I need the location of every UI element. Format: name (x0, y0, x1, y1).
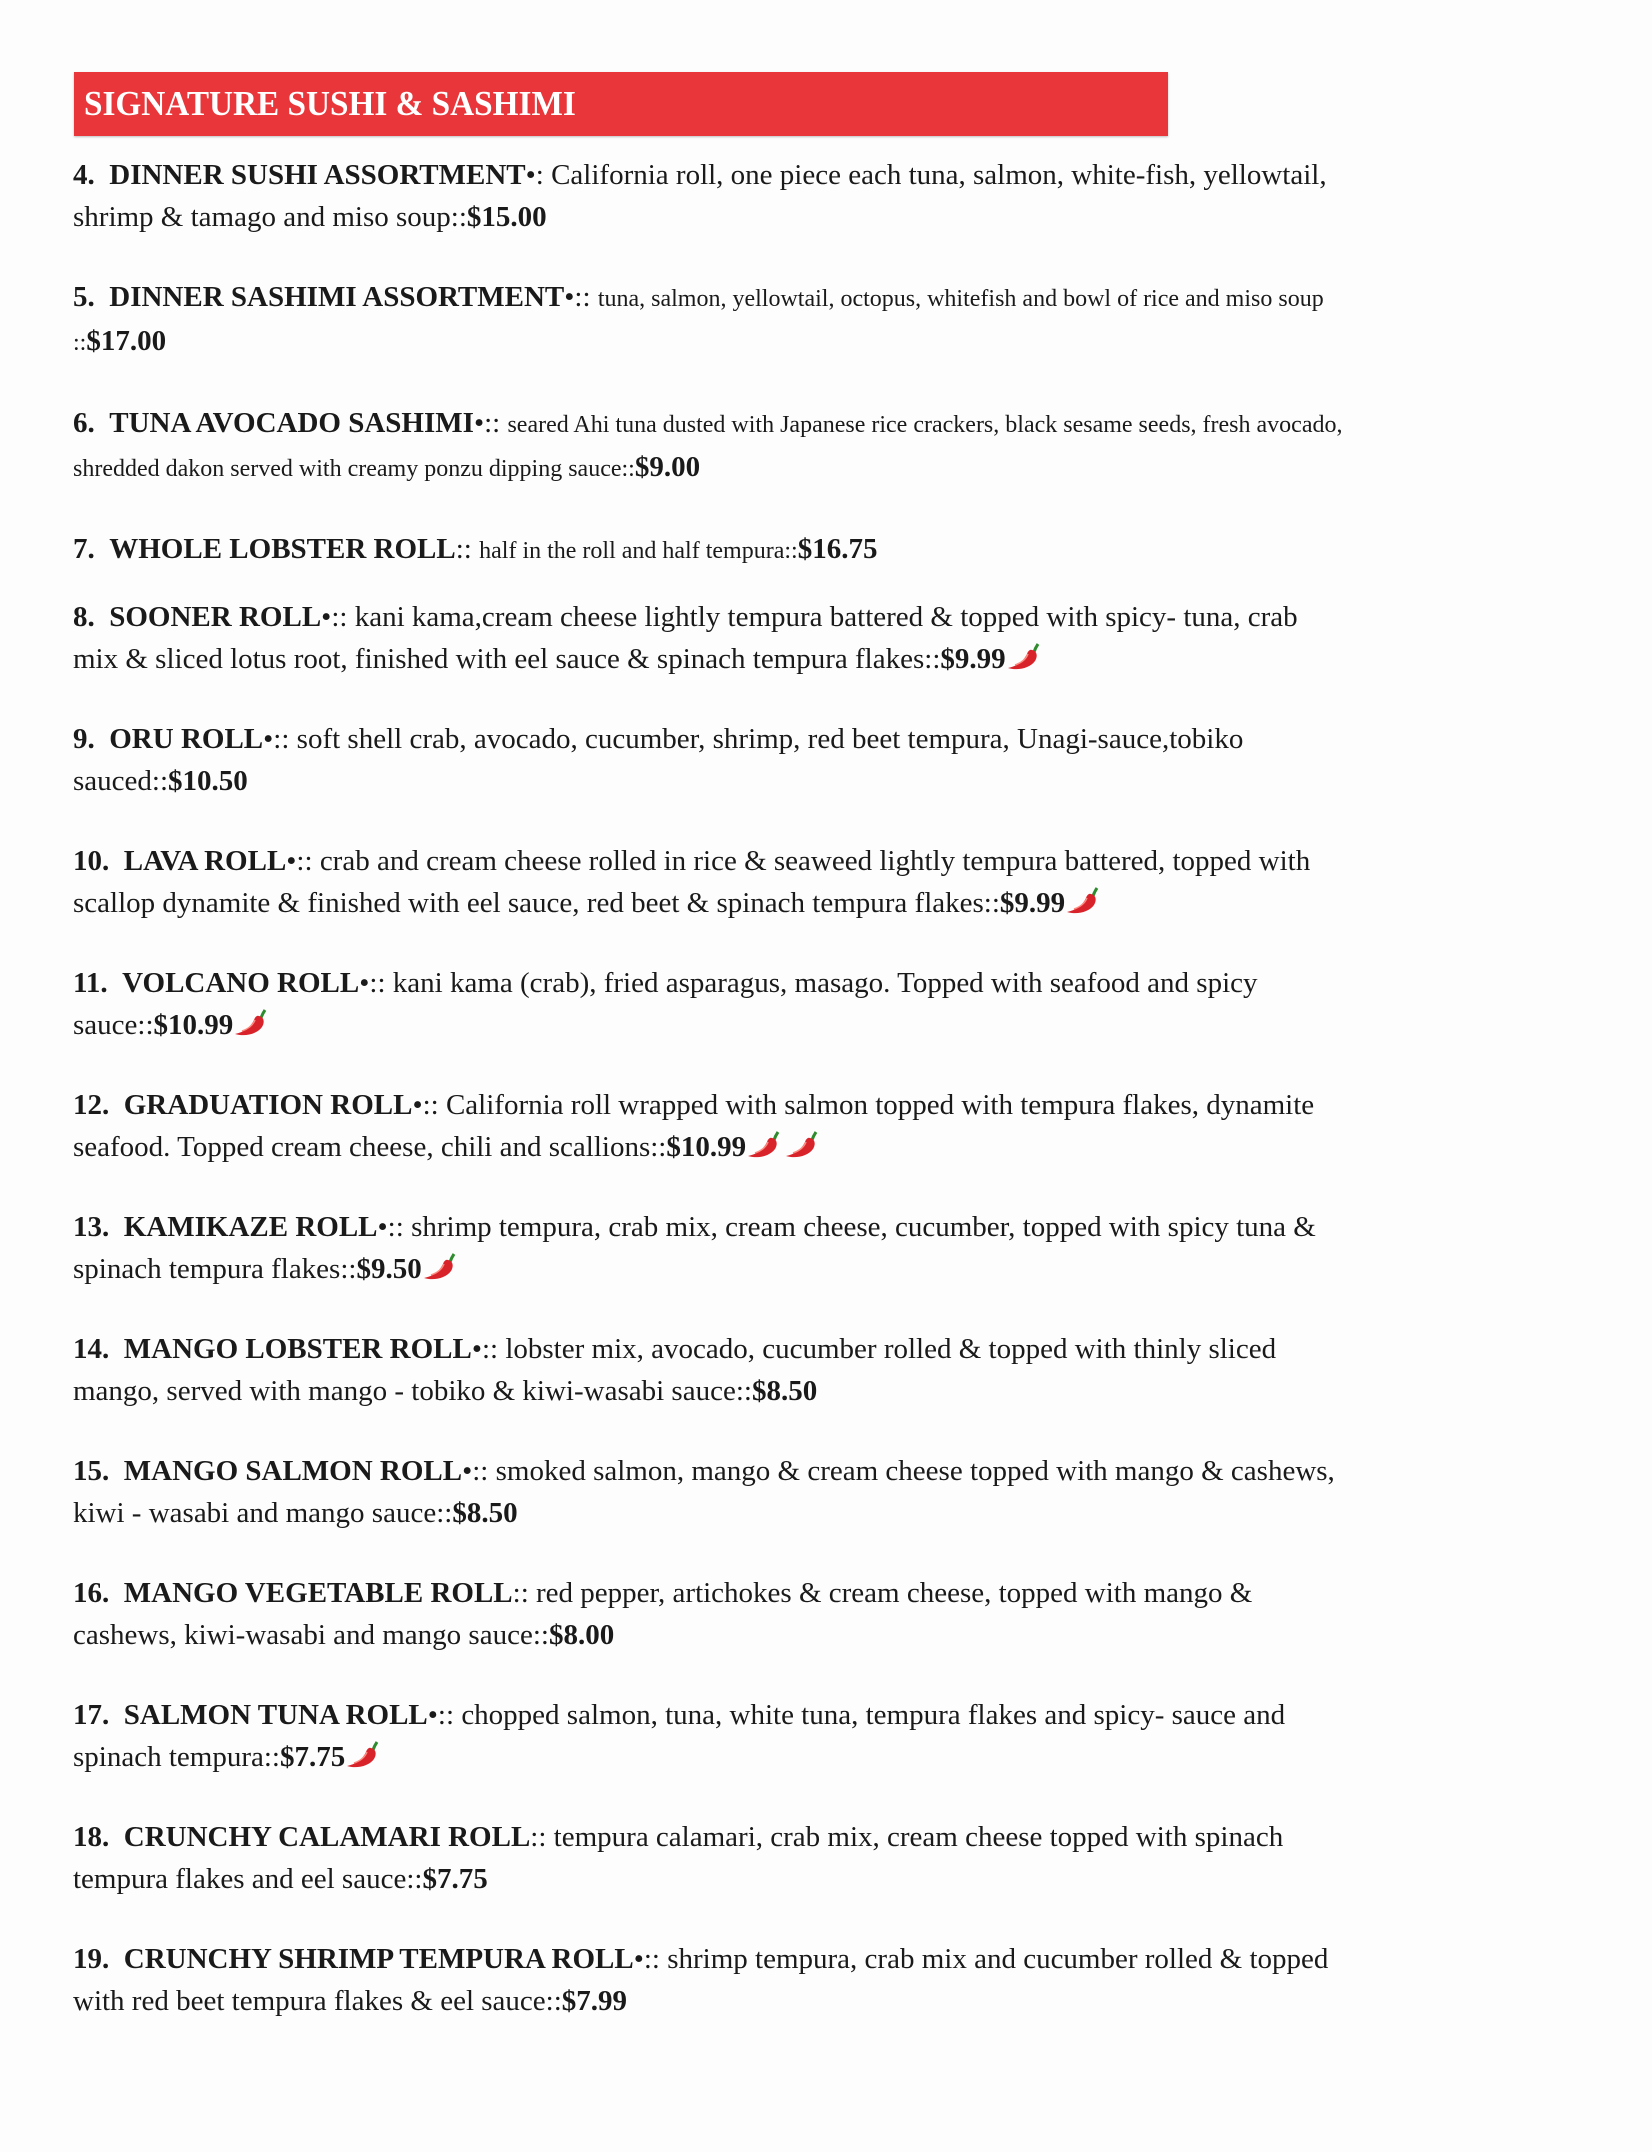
item-separator: •:: (359, 967, 386, 999)
item-separator: •:: (462, 1455, 489, 1487)
chili-pepper-icon (782, 1128, 822, 1160)
menu-item (73, 1572, 1343, 1656)
item-number: 11. (73, 967, 108, 999)
item-price: $7.75 (422, 1863, 488, 1895)
item-description: red pepper, artichokes & cream cheese, topped with mango & cashews, kiwi-wasabi and mango sauce:: (73, 1577, 1253, 1651)
item-number: 9. (73, 723, 95, 755)
item-name: KAMIKAZE ROLL (123, 1211, 378, 1243)
menu-item-list (73, 154, 1343, 2060)
menu-item (73, 402, 1343, 490)
item-description: shrimp tempura, crab mix and cucumber rolled & topped with red beet tempura flakes & eel sauce:: (73, 1943, 1329, 2017)
item-name: LAVA ROLL (123, 845, 287, 877)
menu-item (73, 528, 1343, 572)
item-separator: •:: (286, 845, 313, 877)
menu-item (73, 1816, 1343, 1900)
menu-item (73, 1694, 1343, 1778)
item-price: $8.50 (751, 1375, 818, 1407)
item-price: $10.50 (168, 765, 248, 797)
item-name: DINNER SASHIMI ASSORTMENT (109, 281, 565, 313)
item-separator: •:: (473, 407, 501, 439)
item-description: seared Ahi tuna dusted with Japanese rice crackers, black sesame seeds, fresh avocado, shredded dakon served with creamy ponzu dipping sauce:: (73, 412, 1343, 482)
item-price: $9.99 (999, 887, 1066, 919)
section-title: SIGNATURE SUSHI & SASHIMI (84, 84, 576, 123)
item-name: MANGO VEGETABLE ROLL (123, 1577, 513, 1609)
item-separator: •:: (564, 281, 591, 313)
item-name: ORU ROLL (109, 723, 264, 755)
chili-pepper-icon (1063, 884, 1103, 916)
item-price: $10.99 (666, 1131, 747, 1163)
menu-item (73, 962, 1343, 1046)
item-separator: •: (525, 159, 544, 191)
menu-item (73, 1328, 1343, 1412)
item-separator: •:: (427, 1699, 455, 1731)
menu-item (73, 596, 1343, 680)
item-separator: •:: (471, 1333, 499, 1365)
item-description: smoked salmon, mango & cream cheese topped with mango & cashews, kiwi - wasabi and mango sauce:: (73, 1455, 1335, 1529)
menu-item (73, 1206, 1343, 1290)
chili-pepper-icon (1004, 640, 1044, 672)
item-price: $9.00 (634, 451, 701, 483)
item-separator: :: (512, 1577, 529, 1609)
item-separator: :: (455, 533, 472, 565)
item-number: 15. (73, 1455, 110, 1487)
spicy-indicator (233, 1009, 271, 1041)
menu-item (73, 718, 1343, 802)
spicy-indicator (345, 1741, 383, 1773)
item-separator: :: (530, 1821, 547, 1853)
chili-pepper-icon (744, 1128, 784, 1160)
item-price: $9.50 (356, 1253, 422, 1285)
item-description: California roll, one piece each tuna, salmon, white-fish, yellowtail, shrimp & tamago and miso soup:: (73, 159, 1327, 233)
item-number: 5. (73, 281, 95, 313)
item-name: GRADUATION ROLL (123, 1089, 413, 1121)
item-name: TUNA AVOCADO SASHIMI (109, 407, 474, 439)
item-name: VOLCANO ROLL (122, 967, 360, 999)
item-separator: •:: (321, 601, 348, 633)
item-name: CRUNCHY CALAMARI ROLL (123, 1821, 531, 1853)
item-name: WHOLE LOBSTER ROLL (109, 533, 456, 565)
item-number: 8. (73, 601, 95, 633)
item-number: 10. (73, 845, 110, 877)
item-number: 18. (73, 1821, 110, 1853)
item-number: 16. (73, 1577, 110, 1609)
item-name: DINNER SUSHI ASSORTMENT (109, 159, 526, 191)
item-price: $8.00 (548, 1619, 615, 1651)
menu-item (73, 1084, 1343, 1168)
item-number: 17. (73, 1699, 110, 1731)
chili-pepper-icon (343, 1738, 383, 1770)
item-number: 6. (73, 407, 95, 439)
item-number: 13. (73, 1211, 110, 1243)
menu-item (73, 840, 1343, 924)
chili-pepper-icon (231, 1006, 271, 1038)
spicy-indicator (1065, 887, 1103, 919)
item-name: MANGO LOBSTER ROLL (123, 1333, 472, 1365)
item-description: kani kama,cream cheese lightly tempura battered & topped with spicy- tuna, crab mix & sliced lotus root, finished with eel sauce & spinach tempura flakes:: (73, 601, 1298, 675)
item-name: SOONER ROLL (109, 601, 322, 633)
item-price: $8.50 (452, 1497, 518, 1529)
item-number: 14. (73, 1333, 110, 1365)
section-header (74, 72, 1168, 136)
item-price: $15.00 (466, 201, 547, 233)
item-price: $17.00 (86, 325, 167, 357)
item-description: soft shell crab, avocado, cucumber, shrimp, red beet tempura, Unagi-sauce,tobiko sauced:: (73, 723, 1244, 797)
chili-pepper-icon (420, 1250, 460, 1282)
item-separator: •:: (412, 1089, 439, 1121)
item-name: SALMON TUNA ROLL (123, 1699, 428, 1731)
item-description: half in the roll and half tempura:: (479, 538, 798, 564)
item-name: CRUNCHY SHRIMP TEMPURA ROLL (123, 1943, 634, 1975)
item-description: California roll wrapped with salmon topped with tempura flakes, dynamite seafood. Topped cream cheese, chili and scallions:: (73, 1089, 1315, 1163)
item-description: tuna, salmon, yellowtail, octopus, whitefish and bowl of rice and miso soup :: (73, 286, 1324, 356)
menu-item (73, 1938, 1343, 2022)
item-separator: •:: (263, 723, 290, 755)
item-price: $9.99 (940, 643, 1006, 675)
item-price: $7.75 (279, 1741, 346, 1773)
menu-item (73, 154, 1343, 238)
item-description: tempura calamari, crab mix, cream cheese topped with spinach tempura flakes and eel sauce:: (73, 1821, 1284, 1895)
item-price: $10.99 (153, 1009, 234, 1041)
item-separator: •:: (377, 1211, 404, 1243)
item-name: MANGO SALMON ROLL (123, 1455, 463, 1487)
item-price: $16.75 (797, 533, 878, 565)
item-description: chopped salmon, tuna, white tuna, tempura flakes and spicy- sauce and spinach tempura:: (73, 1699, 1286, 1773)
item-description: shrimp tempura, crab mix, cream cheese, cucumber, topped with spicy tuna & spinach tempura flakes:: (73, 1211, 1316, 1285)
item-number: 4. (73, 159, 95, 191)
item-separator: •:: (633, 1943, 660, 1975)
item-price: $7.99 (561, 1985, 628, 2017)
item-number: 19. (73, 1943, 110, 1975)
spicy-indicator (422, 1253, 460, 1285)
item-number: 12. (73, 1089, 110, 1121)
spicy-indicator (746, 1131, 822, 1163)
item-number: 7. (73, 533, 95, 565)
spicy-indicator (1006, 643, 1044, 675)
item-description: crab and cream cheese rolled in rice & seaweed lightly tempura battered, topped with scallop dynamite & finished with eel sauce, red beet & spinach tempura flakes:: (73, 845, 1311, 919)
item-description: kani kama (crab), fried asparagus, masago. Topped with seafood and spicy sauce:: (73, 967, 1258, 1041)
item-description: lobster mix, avocado, cucumber rolled & topped with thinly sliced mango, served with mango - tobiko & kiwi-wasabi sauce:: (73, 1333, 1277, 1407)
menu-item (73, 1450, 1343, 1534)
menu-item (73, 276, 1343, 364)
